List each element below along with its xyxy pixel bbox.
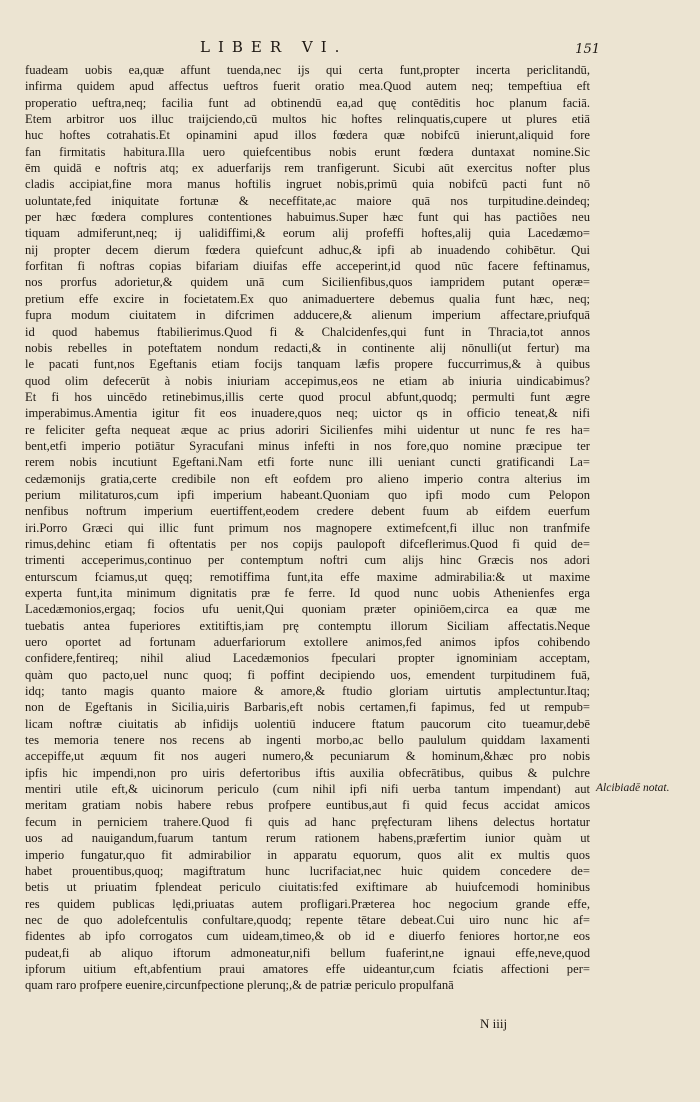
- text-line: huc hoftes cotrahatis.Et opinamini apud illos fœdera quæ nobifcū inierunt,aliquid fore: [25, 128, 590, 143]
- signature-mark: N iiij: [480, 1016, 508, 1031]
- text-line: res quidem publicas lędi,priuatas autem profligari.Præterea hoc negocium grande effe,: [25, 896, 590, 911]
- text-line: per hæc fœdera complures contentiones habuimus.Super hæc funt qui has pactiões neu: [25, 210, 590, 225]
- text-line: pretium effe excire in focietatem.Ex quo animaduertere debemus qualia funt hæc, neq;: [25, 291, 590, 306]
- text-line: fecum in perniciem trahere.Quod fi quis ad hanc pręfecturam lihens delectus hortatur: [25, 814, 590, 829]
- text-line: infirma quidem apud affectus ueftros fuerit oratio mea.Quod autem neq; tempeftiua eft: [25, 79, 590, 94]
- text-line: cladis accipiat,fine mora manus hoftilis ingruet nobis,primū quia nobifcū pacti funt nō: [25, 177, 590, 192]
- margin-note: Alcibiadē notat.: [596, 782, 670, 794]
- text-line: forfitan fi noftras copias bifariam diuifas effe acceperint,id quod nūc facere feftinamus,: [25, 259, 590, 274]
- text-line: nos prorfus adorietur,& quidem unā cum Sicilienfibus,quos iampridem putant operæ=: [25, 275, 590, 290]
- text-line: cedæmonijs gratia,certe credibile non eft eofdem pro alieno imperio contra alterius im: [25, 471, 590, 486]
- text-line: imperio fungatur,quo fit admirabilior in apparatu equorum, quos alit ex multis quos: [25, 847, 590, 862]
- text-line: rerem nobis incutiunt Egeftani.Nam etfi forte nunc illi ueniant cuncti gratificandi La=: [25, 455, 590, 470]
- text-line: idq; tanto magis quanto maiore & amore,& ftudio gloriam uirtutis amplectuntur.Itaq;: [25, 684, 590, 699]
- text-line: meritam gratiam nobis habere rebus profpere euntibus,aut fi quid fecus accidat amicos: [25, 798, 590, 813]
- text-line: uoluntate,fed iniquitate fortunæ & neceffitate,ac maiore quā nos turpitudine.deindeq;: [25, 193, 590, 208]
- text-line: trimenti acceperimus,continuo per contemptum noftri cum alijs hinc Græcis nos adori: [25, 553, 590, 568]
- text-line: re feliciter gefta nequeat æque ac prius adoriri Sicilienfes mihi uidentur ut nunc fe res ha=: [25, 422, 590, 437]
- text-line: id quod habemus ftabilierimus.Quod fi & Chalcidenfes,qui funt in Thracia,tot annos: [25, 324, 590, 339]
- text-line: pudeat,fi ab aliquo iftorum admoneatur,nifi bellum fuaferint,ne ignaui effe,neve,quod: [25, 945, 590, 960]
- text-line: nij propter decem dierum fœdera quiefcunt adhuc,& ipfi ab inuadendo cohibētur. Qui: [25, 242, 590, 257]
- text-line: ipforum uitium eft,abfentium praui amatores effe uideantur,cum fciatis affectioni per=: [25, 961, 590, 976]
- text-line: quod olim defecerūt à nobis iniuriam accepimus,eos ne etiam ab iniuria uindicabimus?: [25, 373, 590, 388]
- text-line: ipfis hic impendi,non pro uiris defertoribus iftis auxilia obfecrātibus, quibus & pulchre: [25, 765, 590, 780]
- text-line: mentiri utile eft,& uicinorum periculo (cum nihil ipfi nifi uerba tantum impendant) aut: [25, 782, 590, 797]
- text-line: tuebatis antea fuperiores extitiftis,iam prę contemptu illorum Siciliam affectatis.Neque: [25, 618, 590, 633]
- text-line: tes memoria tenere nos recens ab ingenti morbo,ac bello paululum quiddam laxamenti: [25, 733, 590, 748]
- text-line: confidere,fentireq; nihil aliud Lacedæmonios fpeculari propter ignominiam acceptam,: [25, 651, 590, 666]
- text-line: iri.Porro Græci qui illic funt primum nos magnopere extimefcent,fi illuc non tranfmife: [25, 520, 590, 535]
- text-line: uero oportet ad fortunam aduerfariorum extollere animos,fed animos ipfos cohibendo: [25, 635, 590, 650]
- text-line: le pacati funt,nos Egeftanis etiam focijs tanquam læfis propere fuccurrimus,& à quibus: [25, 357, 590, 372]
- text-line: Lacedæmonios,ergaq; focios ufu uenit,Qui quoniam præter opiniōem,circa ea quæ me: [25, 602, 590, 617]
- text-line: properatio ueftra,neq; facilia funt ad obtinendū ea,ad quę contēditis hoc planum faciā.: [25, 95, 590, 110]
- text-line: quam raro profpere euenire,circunfpectione plerunq;,& de patriæ periculo propulfanā: [25, 978, 454, 993]
- text-line: betis ut priuatim fplendeat periculo ciuitatis:fed exiftimare ab huiufcemodi hominibus: [25, 880, 590, 895]
- text-line: fan firmitatis habitura.Illa uero quiefcentibus nobis erunt fœdera duntaxat nomine.Sic: [25, 144, 590, 159]
- text-line: nec de quo adolefcentulis confultare,quodq; repente tētare debeat.Cui uiro nunc hic af=: [25, 912, 590, 927]
- text-line: non de Egeftanis in Sicilia,uiris Barbaris,eft nobis certamen,fi fapimus, fed ut rempub=: [25, 700, 590, 715]
- text-line: tiquam admiferunt,neq; ij ualidiffimi,& eorum alij profeffi hoftes,alij quia Lacedæmo=: [25, 226, 590, 241]
- text-line: rimus,dehinc etiam fi oftentatis per nos copijs paulopoft difceflerimus.Quod fi quid de=: [25, 536, 590, 551]
- text-line: Et fi hos uincēdo retinebimus,illis certe quod procul abfunt,quodq; permulti funt ægre: [25, 389, 590, 404]
- text-line: perium militaturos,cum ipfi imperium habeant.Quoniam quo ipfi modo cum Pelopon: [25, 487, 590, 502]
- text-line: imperabimus.Amentia igitur fit eos inuadere,quos neq; uictor qs in officio teneat,& nifi: [25, 406, 590, 421]
- text-line: licam noftræ ciuitatis ab infidijs uolentiū inducere ftatum paucorum cito tueamur,debē: [25, 716, 590, 731]
- folio-number: 151: [575, 42, 600, 57]
- text-line: nobis rebelles in poteftatem nondum redacti,& in continente alij nōnulli(ut fertur) ma: [25, 340, 590, 355]
- text-line: fuadeam uobis ea,quæ affunt tuenda,nec ijs qui certa funt,propter incerta periclitandū,: [25, 63, 590, 77]
- text-line: fupra modum ciuitatem in difcrimen adducere,& alienum imperium affectare,priufquā: [25, 308, 590, 323]
- text-line: habet prouentibus,quoq; magiftratum hunc lucrifaciat,nec huic quidem concedere de=: [25, 863, 590, 878]
- text-line: fidentes ab ipfo corrogatos cum uideam,timeo,& ob id e diuerfo feniores hortor,ne eos: [25, 929, 590, 944]
- page-header: [200, 38, 600, 62]
- running-title: LIBER VI.: [200, 38, 348, 56]
- text-line: nenfibus noftrum imperium euertiffent,eodem credere debent fuum ab eifdem euerfum: [25, 504, 590, 519]
- text-line: ēm quidā e noftris atq; ex aduerfarijs rem tranfigerunt. Sicubi aūt exercitus nofter plus: [25, 161, 590, 176]
- text-line: quàm quo pacto,uel nunc quoq; fi poffint decipiendo uos, emendent turpitudinem fuā,: [25, 667, 590, 682]
- text-line: experta funt,ita minimum dignitatis præ fe ferre. Id quod nunc uobis Athenienfes erga: [25, 586, 590, 600]
- text-line: Etem arbitror uos illuc traijciendo,cū multos hic hoftes relinquatis,cupere ut plures etiā: [25, 112, 590, 127]
- text-line: enturscum fciamus,ut quęq; remotiffima funt,ita effe maxime admirabilia:& ut maxime: [25, 569, 590, 584]
- text-line: accepiffe,ut æquum fit nos augeri numero,& pecuniarum & hominum,&hæc pro nobis: [25, 749, 590, 764]
- text-line: uos ad nauigandum,fuarum tantum rerum rationem habens,præfertim iunior quàm ut: [25, 831, 590, 846]
- text-line: bent,etfi imperio potiātur Syracufani minus infefti in nos fore,quo nomine præcipue ter: [25, 438, 590, 453]
- body-text: [25, 62, 590, 994]
